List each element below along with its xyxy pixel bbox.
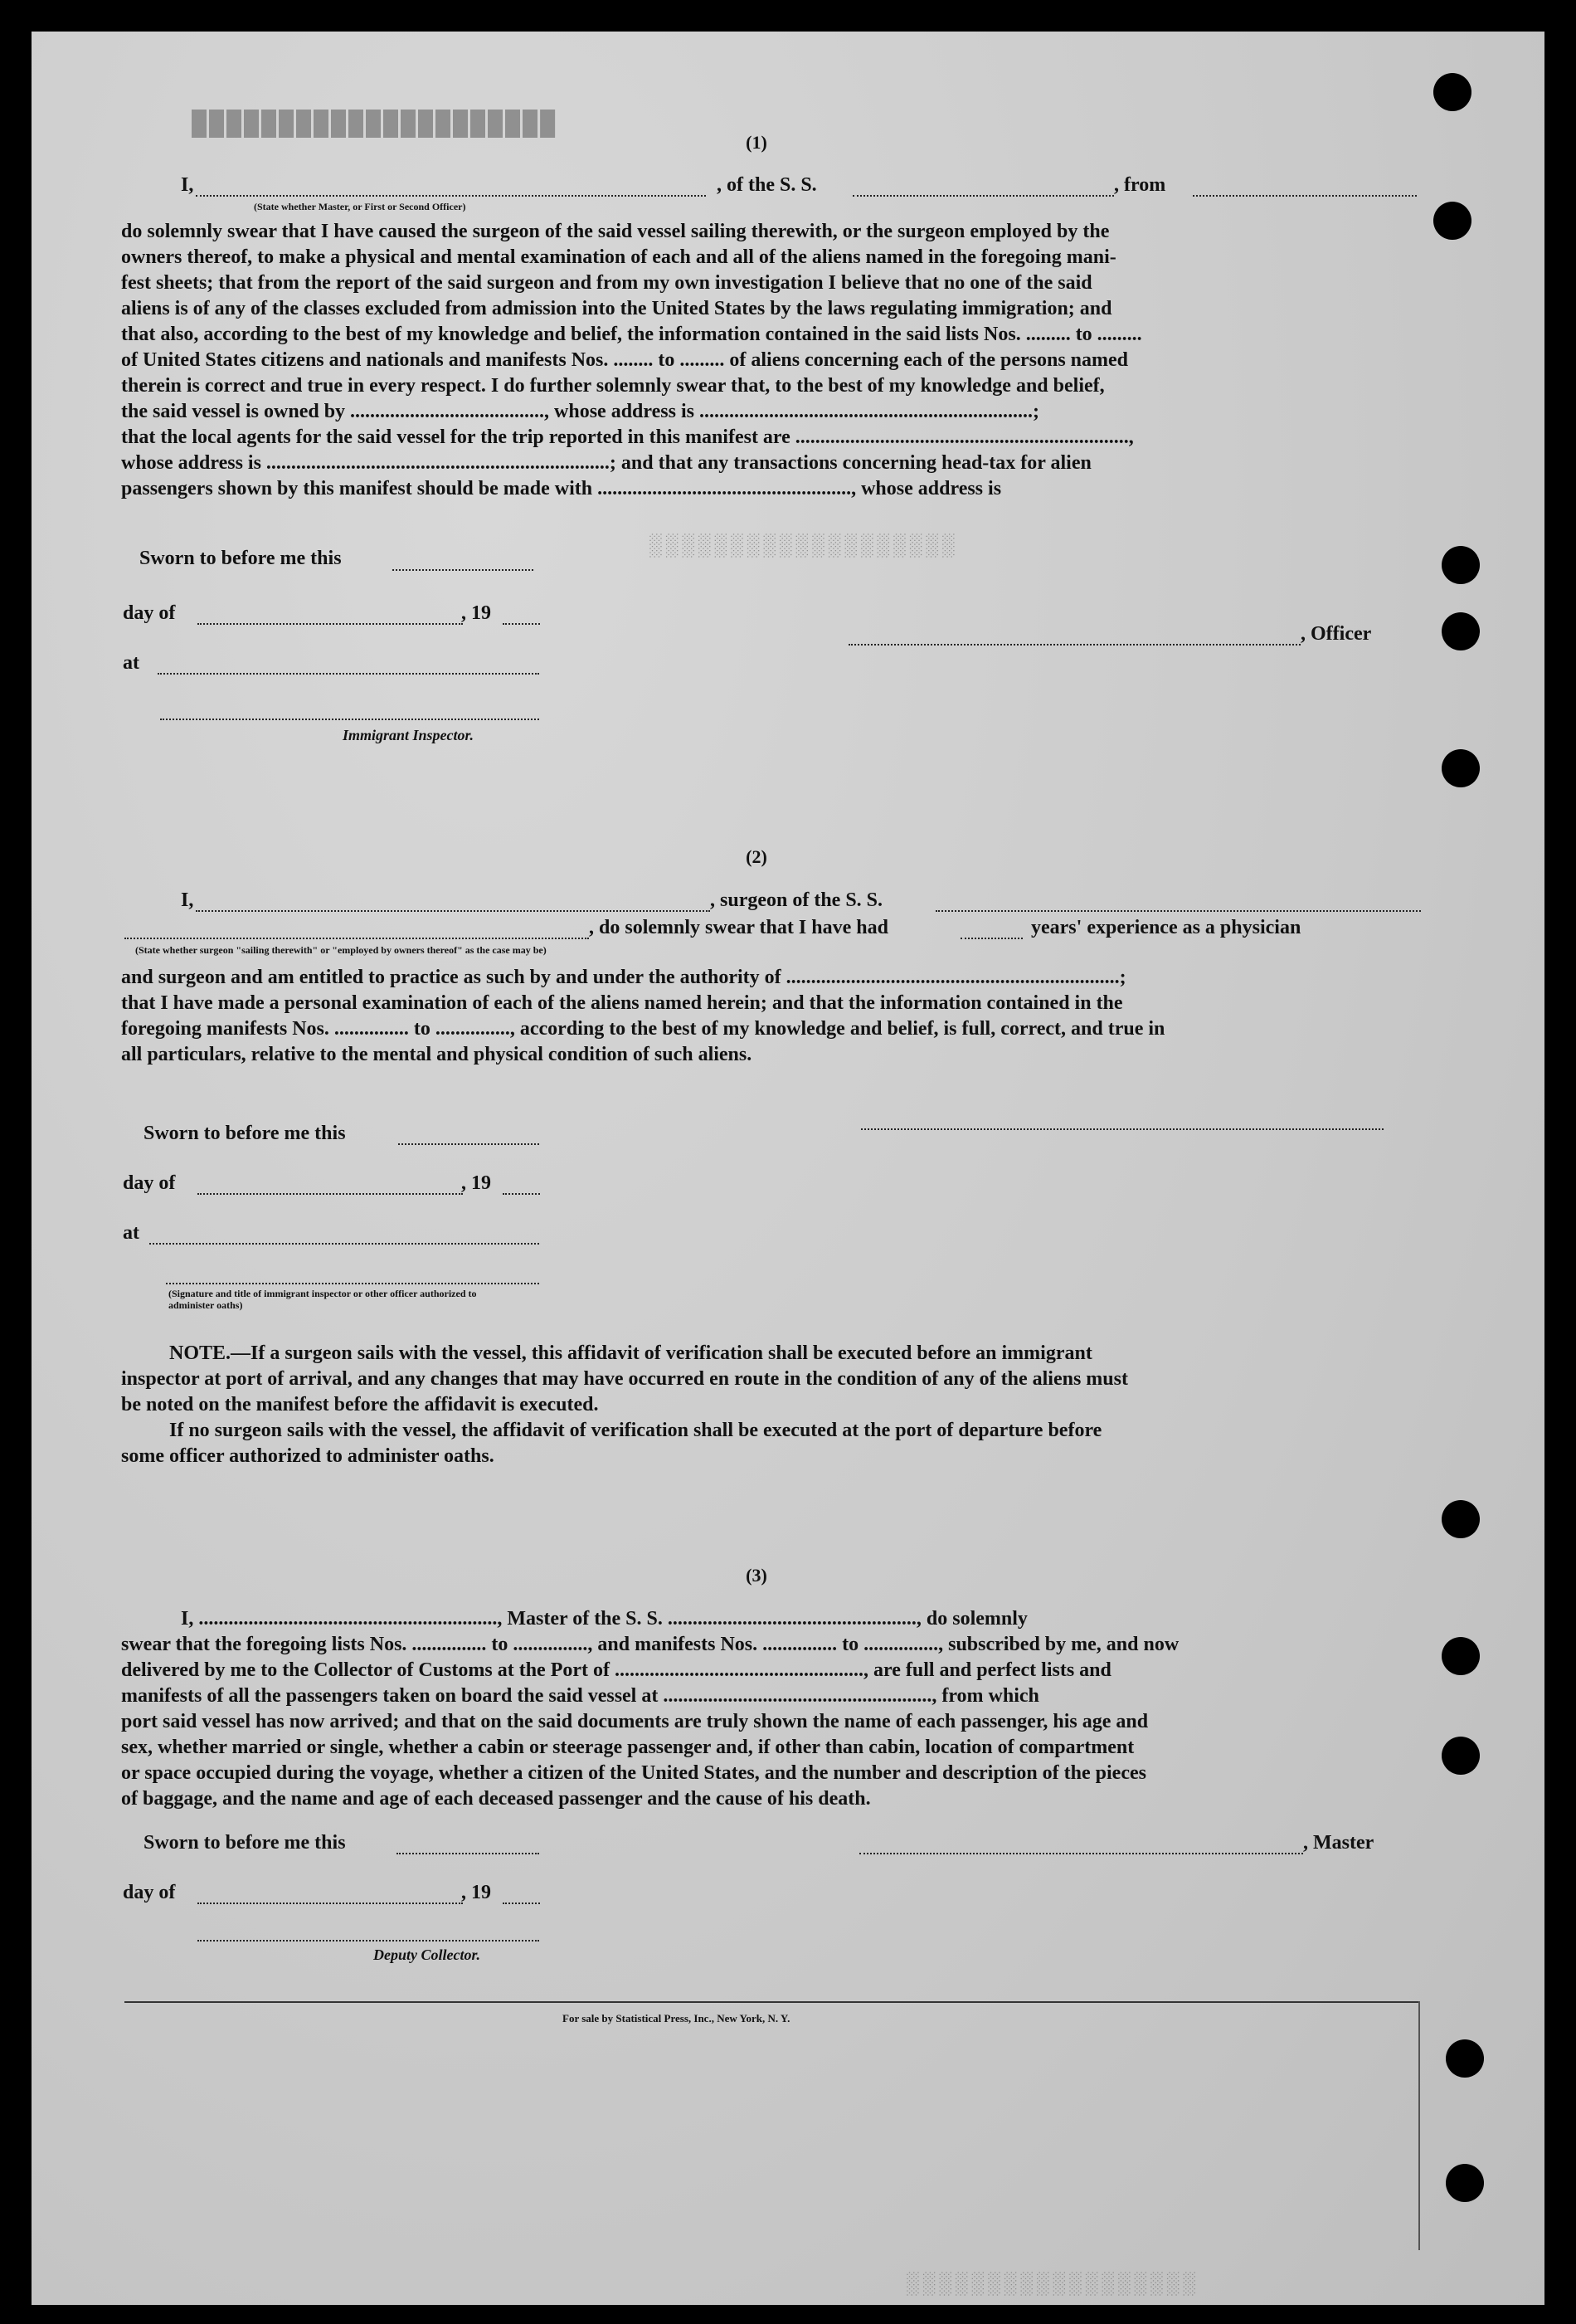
section-1-line: the said vessel is owned by ......................................., whose address is ...................................................................; xyxy=(121,401,1039,422)
section-3-heading: (3) xyxy=(746,1565,767,1586)
surgeon-signature-line[interactable] xyxy=(861,1128,1384,1130)
day-of-field[interactable] xyxy=(197,623,463,625)
note-line: be noted on the manifest before the affidavit is executed. xyxy=(121,1394,599,1415)
signature-caption: (Signature and title of immigrant inspector or other officer authorized to administer oaths) xyxy=(168,1288,477,1311)
years-experience-field[interactable] xyxy=(961,938,1023,939)
surgeon-type-field[interactable] xyxy=(124,938,589,939)
section-1-line: passengers shown by this manifest should be made with ..................................................., whose address is xyxy=(121,478,1002,499)
punch-hole xyxy=(1433,73,1471,111)
punch-hole xyxy=(1442,1500,1480,1538)
section-1-line: fest sheets; that from the report of the said surgeon and from my own investigation I believe that no one of the said xyxy=(121,272,1092,294)
footer-rule xyxy=(124,2001,1418,2003)
swear-label: , do solemnly swear that I have had xyxy=(589,917,888,938)
surgeon-caption: (State whether surgeon "sailing therewith" or "employed by owners thereof" as the case may be) xyxy=(135,944,547,956)
punch-hole xyxy=(1442,749,1480,787)
inspector-signature-line[interactable] xyxy=(160,719,539,720)
printer-imprint: For sale by Statistical Press, Inc., New York, N. Y. xyxy=(562,2012,790,2024)
officer-signature-line[interactable] xyxy=(849,644,1301,646)
surgeon-name-field[interactable] xyxy=(196,910,710,912)
note-block xyxy=(121,1341,1428,1469)
at-label: at xyxy=(123,1222,139,1244)
section-3-line: swear that the foregoing lists Nos. ............... to ..............., and manifests Nos. ............... to ..............., subscribed by me, and now xyxy=(121,1634,1180,1655)
section-1-line: aliens is of any of the classes excluded from admission into the United States by the laws regulating immigration; and xyxy=(121,298,1112,319)
sworn-label: Sworn to before me this xyxy=(143,1832,346,1854)
note-line: some officer authorized to administer oaths. xyxy=(121,1445,494,1467)
from-label: , from xyxy=(1114,174,1166,196)
section-1-line: owners thereof, to make a physical and mental examination of each and all of the aliens named in the foregoing mani- xyxy=(121,246,1116,268)
from-port-field[interactable] xyxy=(1193,195,1417,197)
note-line: If no surgeon sails with the vessel, the affidavit of verification shall be executed at the port of departure before xyxy=(169,1420,1102,1441)
section-3-body xyxy=(121,1606,1428,1812)
years-label: years' experience as a physician xyxy=(1031,917,1301,938)
manifest-page xyxy=(32,32,1544,2305)
year-field[interactable] xyxy=(503,623,540,625)
section-2-line: foregoing manifests Nos. ............... to ..............., according to the best of my knowledge and belief, is full, correct, and true in xyxy=(121,1018,1165,1040)
bleed-through-text: ░░░░░░░░░░░░░░░░░░░ xyxy=(645,533,955,558)
section-2-i-label: I, xyxy=(181,889,194,911)
section-3-line: I, ............................................................, Master of the S. S. .................................................., do solemnly xyxy=(181,1608,1028,1630)
year-field[interactable] xyxy=(503,1903,540,1904)
note-line: NOTE.—If a surgeon sails with the vessel, this affidavit of verification shall be executed before an immigrant xyxy=(169,1342,1092,1364)
punch-hole xyxy=(1446,2164,1484,2202)
surgeon-vessel-field[interactable] xyxy=(936,910,1421,912)
bleed-through-text: ░░░░░░░░░░░░░░░░░░ xyxy=(902,2272,1195,2297)
section-2-body xyxy=(121,965,1428,1068)
collector-signature-line[interactable] xyxy=(197,1940,539,1942)
master-signature-line[interactable] xyxy=(859,1853,1303,1854)
section-1-line: whose address is .....................................................................; and that any transactions concerning head-tax for alien xyxy=(121,452,1092,474)
day-of-field[interactable] xyxy=(197,1193,463,1195)
punch-hole xyxy=(1446,2039,1484,2078)
sworn-label: Sworn to before me this xyxy=(139,548,342,569)
vessel-name-field[interactable] xyxy=(853,195,1114,197)
note-line: inspector at port of arrival, and any changes that may have occurred en route in the condition of any of the aliens must xyxy=(121,1368,1128,1390)
officer-caption: (State whether Master, or First or Second Officer) xyxy=(254,201,466,212)
section-3-line: or space occupied during the voyage, whether a citizen of the United States, and the number and description of the pieces xyxy=(121,1762,1146,1784)
punch-hole xyxy=(1442,546,1480,584)
at-field[interactable] xyxy=(158,673,539,675)
officer-name-field[interactable] xyxy=(196,195,706,197)
section-1-line: that also, according to the best of my knowledge and belief, the information contained in the said lists Nos. ......... to ......... xyxy=(121,324,1142,345)
officer-label: , Officer xyxy=(1301,623,1372,645)
at-label: at xyxy=(123,652,139,674)
section-2-line: all particulars, relative to the mental and physical condition of such aliens. xyxy=(121,1044,752,1065)
section-3-line: delivered by me to the Collector of Customs at the Port of .................................................., are full and perfect lists and xyxy=(121,1659,1111,1681)
at-field[interactable] xyxy=(149,1243,539,1245)
sworn-label: Sworn to before me this xyxy=(143,1123,346,1144)
punch-hole xyxy=(1442,1637,1480,1675)
section-3-line: manifests of all the passengers taken on board the said vessel at ......................................................, from which xyxy=(121,1685,1039,1707)
section-1-line: of United States citizens and nationals and manifests Nos. ........ to ......... of aliens concerning each of the persons named xyxy=(121,349,1129,371)
section-2-line: and surgeon and am entitled to practice as such by and under the authority of ...................................................................; xyxy=(121,967,1126,988)
section-3-line: port said vessel has now arrived; and that on the said documents are truly shown the name of each passenger, his age and xyxy=(121,1711,1149,1732)
administering-officer-signature-line[interactable] xyxy=(166,1283,539,1284)
year-label: , 19 xyxy=(461,1882,491,1903)
year-field[interactable] xyxy=(503,1193,540,1195)
day-of-label: day of xyxy=(123,1882,176,1903)
section-2-line: that I have made a personal examination of each of the aliens named herein; and that the information contained in the xyxy=(121,992,1123,1014)
section-1-line: therein is correct and true in every respect. I do further solemnly swear that, to the best of my knowledge and belief, xyxy=(121,375,1105,397)
footer-frame xyxy=(1418,2001,1420,2250)
section-3-line: sex, whether married or single, whether a cabin or steerage passenger and, if other than cabin, location of compartment xyxy=(121,1737,1135,1758)
bleed-through-text: █████████████████████ xyxy=(189,110,556,139)
section-1-body xyxy=(121,219,1428,502)
day-of-label: day of xyxy=(123,1172,176,1194)
punch-hole xyxy=(1433,202,1471,240)
immigrant-inspector-label: Immigrant Inspector. xyxy=(343,727,474,743)
surgeon-of-ss-label: , surgeon of the S. S. xyxy=(710,889,883,911)
section-1-heading: (1) xyxy=(746,132,767,153)
section-1-line: do solemnly swear that I have caused the surgeon of the said vessel sailing therewith, or the surgeon employed by the xyxy=(121,221,1110,242)
punch-hole xyxy=(1442,612,1480,650)
section-3-line: of baggage, and the name and age of each deceased passenger and the cause of his death. xyxy=(121,1788,871,1810)
section-2-heading: (2) xyxy=(746,846,767,867)
sworn-date-field[interactable] xyxy=(392,569,533,571)
day-of-label: day of xyxy=(123,602,176,624)
sworn-date-field[interactable] xyxy=(398,1143,539,1145)
section-1-i-label: I, xyxy=(181,174,194,196)
section-1-line: that the local agents for the said vessel for the trip reported in this manifest are ..................................................................., xyxy=(121,426,1134,448)
year-label: , 19 xyxy=(461,602,491,624)
master-label: , Master xyxy=(1303,1832,1374,1854)
sworn-date-field[interactable] xyxy=(396,1853,539,1854)
punch-hole xyxy=(1442,1737,1480,1775)
year-label: , 19 xyxy=(461,1172,491,1194)
day-of-field[interactable] xyxy=(197,1903,463,1904)
ss-label: , of the S. S. xyxy=(717,174,817,196)
deputy-collector-label: Deputy Collector. xyxy=(373,1946,480,1963)
